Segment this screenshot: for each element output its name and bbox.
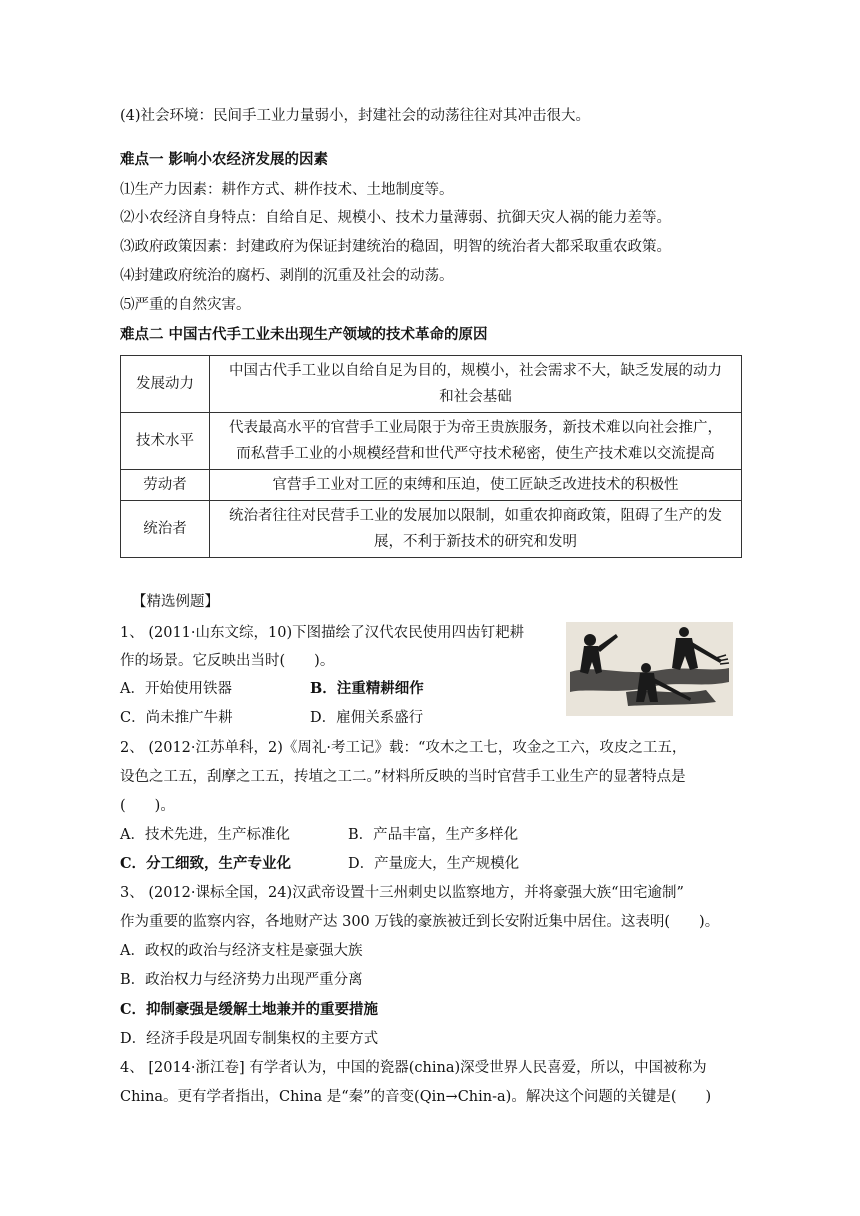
row-value xyxy=(210,356,742,413)
row-value-line: 统治者往往对民营手工业的发展加以限制，如重农抑商政策，阻碍了生产的发 xyxy=(229,508,722,524)
comparison-table xyxy=(120,355,742,558)
difficulty1-item: ⑸严重的自然灾害。 xyxy=(120,297,251,313)
q3-option-d: D．经济手段是巩固专制集权的主要方式 xyxy=(120,1031,379,1047)
q1-line: 作的场景。它反映出当时( )。 xyxy=(120,653,335,669)
intro-line: (4)社会环境：民间手工业力量弱小，封建社会的动荡往往对其冲击很大。 xyxy=(120,108,591,124)
row-key: 发展动力 xyxy=(121,356,210,413)
q2-option-a: A．技术先进，生产标准化 xyxy=(120,827,290,843)
difficulty2-title: 难点二 中国古代手工业未出现生产领域的技术革命的原因 xyxy=(120,326,488,343)
q1-option-d: D．雇佣关系盛行 xyxy=(310,710,424,726)
row-value-line: 和社会基础 xyxy=(439,389,512,405)
row-key: 劳动者 xyxy=(121,470,210,501)
table-row xyxy=(121,356,742,413)
difficulty1-item: ⑶政府政策因素：封建政府为保证封建统治的稳固，明智的统治者大都采取重农政策。 xyxy=(120,239,671,255)
farming-illustration xyxy=(566,622,733,716)
table-row xyxy=(121,501,742,558)
q2-option-d: D．产量庞大，生产规模化 xyxy=(348,856,520,872)
table-row xyxy=(121,413,742,470)
q3-line: 作为重要的监察内容，各地财产达 300 万钱的豪族被迁到长安附近集中居住。这表明( )。 xyxy=(120,914,720,930)
q2-option-c: C．分工细致，生产专业化 xyxy=(120,855,292,872)
row-key: 统治者 xyxy=(121,501,210,558)
row-value xyxy=(210,470,742,501)
q3-line: 3、 (2012·课标全国，24)汉武帝设置十三州刺史以监察地方，并将豪强大族“田宅逾制” xyxy=(120,885,684,901)
difficulty1-title: 难点一 影响小农经济发展的因素 xyxy=(120,151,329,168)
row-value-line: 而私营手工业的小规模经营和世代严守技术秘密，使生产技术难以交流提高 xyxy=(236,446,715,462)
difficulty1-item: ⑷封建政府统治的腐朽、剥削的沉重及社会的动荡。 xyxy=(120,268,454,284)
q1-option-a: A．开始使用铁器 xyxy=(120,681,232,697)
q4-line: 4、 [2014·浙江卷] 有学者认为，中国的瓷器(china)深受世界人民喜爱，所以，中国被称为 xyxy=(120,1060,707,1076)
q2-line: 2、 (2012·江苏单科，2)《周礼·考工记》载：“攻木之工七，攻金之工六，攻皮之工五， xyxy=(120,740,687,756)
row-value-line: 中国古代手工业以自给自足为目的，规模小，社会需求不大，缺乏发展的动力 xyxy=(229,363,722,379)
q1-option-b: B．注重精耕细作 xyxy=(310,680,424,697)
q1-option-c: C．尚未推广牛耕 xyxy=(120,710,233,726)
q3-option-b: B．政治权力与经济势力出现严重分离 xyxy=(120,972,363,988)
examples-header: 【精选例题】 xyxy=(132,594,219,610)
row-value xyxy=(210,413,742,470)
q1-line: 1、 (2011·山东文综，10)下图描绘了汉代农民使用四齿钉耙耕 xyxy=(120,625,525,641)
q2-option-b: B．产品丰富，生产多样化 xyxy=(348,827,519,843)
row-value-line: 代表最高水平的官营手工业局限于为帝王贵族服务，新技术难以向社会推广， xyxy=(229,420,722,436)
q3-option-c: C．抑制豪强是缓解土地兼并的重要措施 xyxy=(120,1001,379,1018)
q2-line: 设色之工五，刮摩之工五，抟埴之工二。”材料所反映的当时官营手工业生产的显著特点是 xyxy=(120,769,686,785)
q2-line: ( )。 xyxy=(120,798,175,814)
row-value-line: 展，不利于新技术的研究和发明 xyxy=(374,534,577,550)
row-value xyxy=(210,501,742,558)
difficulty1-item: ⑴生产力因素：耕作方式、耕作技术、土地制度等。 xyxy=(120,182,454,198)
row-value-line: 官营手工业对工匠的束缚和压迫，使工匠缺乏改进技术的积极性 xyxy=(272,477,679,493)
q3-option-a: A．政权的政治与经济支柱是豪强大族 xyxy=(120,943,363,959)
table-row xyxy=(121,470,742,501)
q4-line: China。更有学者指出，China 是“秦”的音变(Qin→Chin-a)。解决这个问题的关键是( ) xyxy=(120,1089,712,1105)
row-key: 技术水平 xyxy=(121,413,210,470)
difficulty1-item: ⑵小农经济自身特点：自给自足、规模小、技术力量薄弱、抗御天灾人祸的能力差等。 xyxy=(120,210,671,226)
